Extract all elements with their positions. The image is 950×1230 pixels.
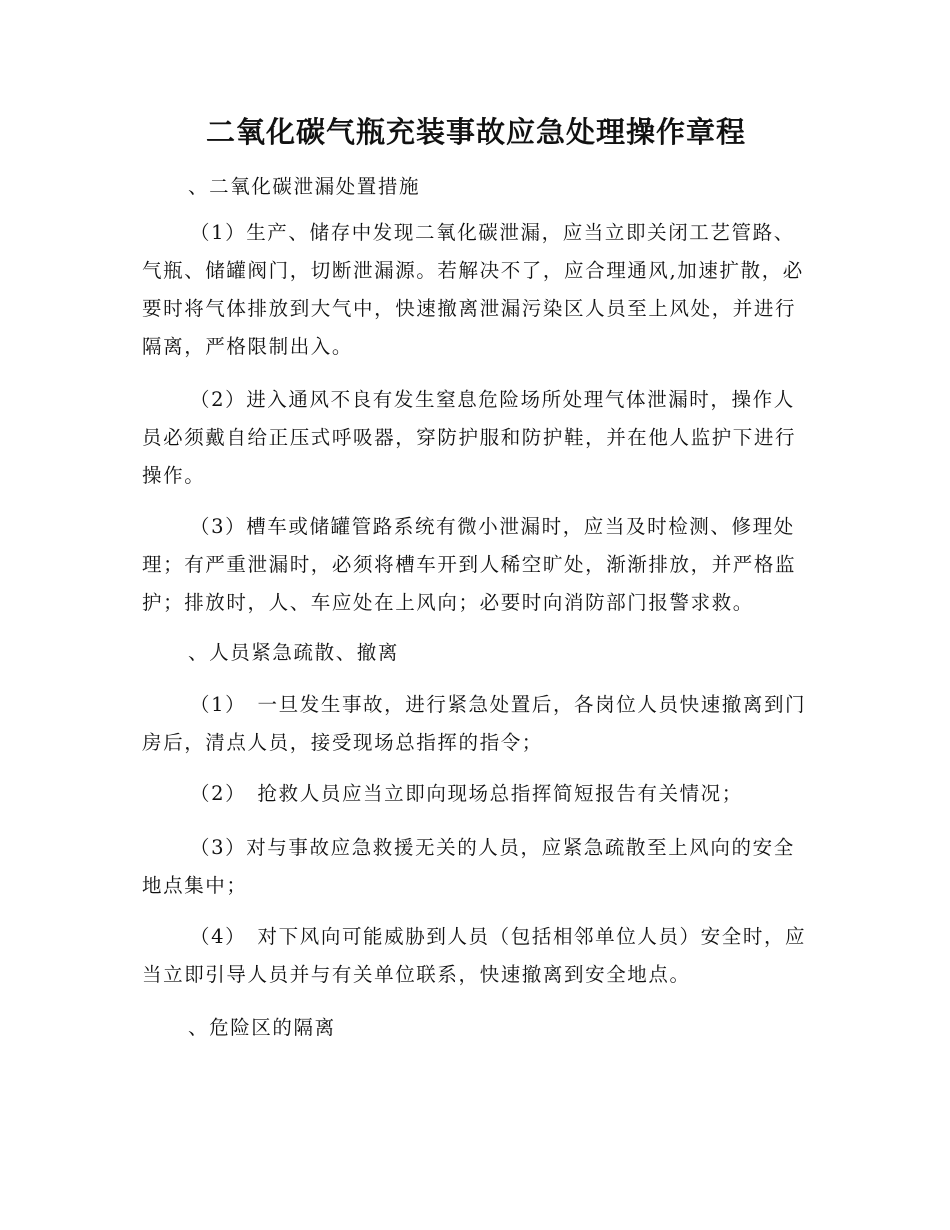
paragraph-leak-3: （3）槽车或储罐管路系统有微小泄漏时，应当及时检测、修理处理；有严重泄漏时，必须将槽车开到人稀空旷处，渐渐排放，并严格监护；排放时，人、车应处在上风向；必要时向消防部门报警求救。	[142, 515, 797, 614]
paragraph-leak-2: （2）进入通风不良有发生窒息危险场所处理气体泄漏时，操作人员必须戴自给正压式呼吸器，穿防护服和防护鞋，并在他人监护下进行操作。	[142, 388, 797, 487]
paragraph-evac-3: （3）对与事故应急救援无关的人员，应紧急疏散至上风向的安全地点集中；	[142, 836, 795, 897]
section-heading-leak-measures: 、二氧化碳泄漏处置措施	[188, 175, 421, 198]
document-title: 二氧化碳气瓶充装事故应急处理操作章程	[205, 115, 746, 149]
section-heading-isolation: 、危险区的隔离	[188, 1016, 336, 1039]
paragraph-leak-1: （1）生产、储存中发现二氧化碳泄漏，应当立即关闭工艺管路、气瓶、储罐阀门，切断泄漏源。若解决不了，应合理通风,加速扩散，必要时将气体排放到大气中，快速撤离泄漏污染区人员至上风处，并进行隔离，严格限制出入。	[142, 221, 804, 358]
section-heading-evacuation: 、人员紧急疏散、撤离	[188, 641, 400, 664]
paragraph-evac-1: （1） 一旦发生事故，进行紧急处置后，各岗位人员快速撤离到门房后，清点人员，接受现场总指挥的指令；	[142, 693, 807, 754]
paragraph-evac-4: （4） 对下风向可能威胁到人员（包括相邻单位人员）安全时，应当立即引导人员并与有关单位联系，快速撤离到安全地点。	[142, 925, 807, 986]
paragraph-evac-2: （2） 抢救人员应当立即向现场总指挥简短报告有关情况；	[190, 782, 743, 805]
